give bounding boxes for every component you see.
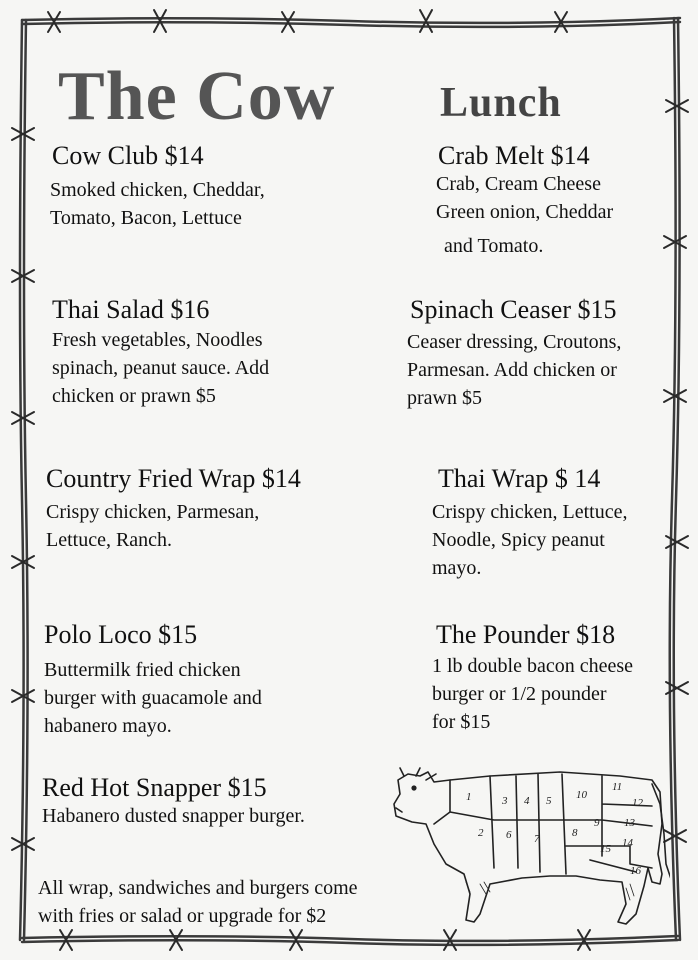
menu-subtitle: Lunch — [440, 80, 562, 126]
description-line: chicken or prawn $5 — [52, 385, 216, 407]
menu-item-description — [52, 326, 269, 410]
cut-label: 14 — [622, 837, 633, 849]
description-line: mayo. — [432, 557, 482, 579]
cut-label: 12 — [632, 797, 643, 809]
description-line: spinach, peanut sauce. Add — [52, 357, 270, 379]
description-line: Fresh vegetables, Noodles — [52, 329, 263, 351]
sides-note — [38, 874, 358, 930]
menu-item-name: Cow Club $14 — [52, 141, 204, 170]
description-line: Lettuce, Ranch. — [46, 529, 173, 551]
cow-cuts-illustration — [390, 764, 670, 930]
menu-item-description — [46, 498, 259, 554]
cut-label: 15 — [600, 843, 611, 855]
menu-item-description — [436, 170, 613, 260]
description-line: and Tomato. — [444, 235, 544, 257]
description-line: Crispy chicken, Parmesan, — [46, 501, 260, 523]
description-line: 1 lb double bacon cheese — [432, 655, 634, 677]
menu-item-name: The Pounder $18 — [436, 620, 616, 649]
description-line: Smoked chicken, Cheddar, — [50, 179, 265, 201]
description-line: burger with guacamole and — [44, 687, 262, 709]
menu-item-name: Crab Melt $14 — [438, 141, 590, 170]
cut-label: 1 — [466, 791, 472, 803]
menu-item-name: Polo Loco $15 — [44, 620, 198, 649]
menu-item-description — [432, 652, 633, 736]
description-line: Ceaser dressing, Croutons, — [407, 331, 622, 353]
description-line: Parmesan. Add chicken or — [407, 359, 617, 381]
cut-label: 16 — [630, 865, 641, 877]
cut-label: 6 — [506, 829, 512, 841]
description-line: habanero mayo. — [44, 715, 172, 737]
cut-label: 10 — [576, 789, 587, 801]
cut-label: 4 — [524, 795, 530, 807]
sides-note-line: with fries or salad or upgrade for $2 — [38, 905, 327, 927]
menu-item-description — [407, 328, 621, 412]
description-line: Tomato, Bacon, Lettuce — [50, 207, 242, 229]
cut-label: 9 — [594, 817, 600, 829]
cut-label: 5 — [546, 795, 552, 807]
description-line: for $15 — [432, 711, 491, 733]
menu-item-name: Thai Salad $16 — [52, 295, 210, 324]
cut-label: 8 — [572, 827, 578, 839]
menu-item-description — [432, 498, 628, 582]
description-line: Crispy chicken, Lettuce, — [432, 501, 628, 523]
description-line: Crab, Cream Cheese — [436, 173, 601, 195]
menu-item-description — [42, 802, 305, 830]
menu-item-description — [44, 656, 262, 740]
description-line: Noodle, Spicy peanut — [432, 529, 605, 551]
cut-label: 13 — [624, 817, 635, 829]
cut-label: 2 — [478, 827, 484, 839]
description-line: Habanero dusted snapper burger. — [42, 805, 305, 827]
menu-item-description — [50, 176, 265, 232]
sides-note-line: All wrap, sandwiches and burgers come — [38, 877, 358, 899]
menu-item-name: Thai Wrap $ 14 — [438, 464, 601, 493]
cut-label: 7 — [534, 833, 540, 845]
menu-item-name: Red Hot Snapper $15 — [42, 773, 267, 802]
description-line: prawn $5 — [407, 387, 482, 409]
menu-item-name: Spinach Ceaser $15 — [410, 295, 617, 324]
menu-item-name: Country Fried Wrap $14 — [46, 464, 301, 493]
description-line: Green onion, Cheddar — [436, 201, 614, 223]
menu-title: The Cow — [58, 58, 336, 135]
cut-label: 11 — [612, 781, 623, 793]
description-line: Buttermilk fried chicken — [44, 659, 241, 681]
description-line: burger or 1/2 pounder — [432, 683, 607, 705]
cut-label: 3 — [502, 795, 508, 807]
